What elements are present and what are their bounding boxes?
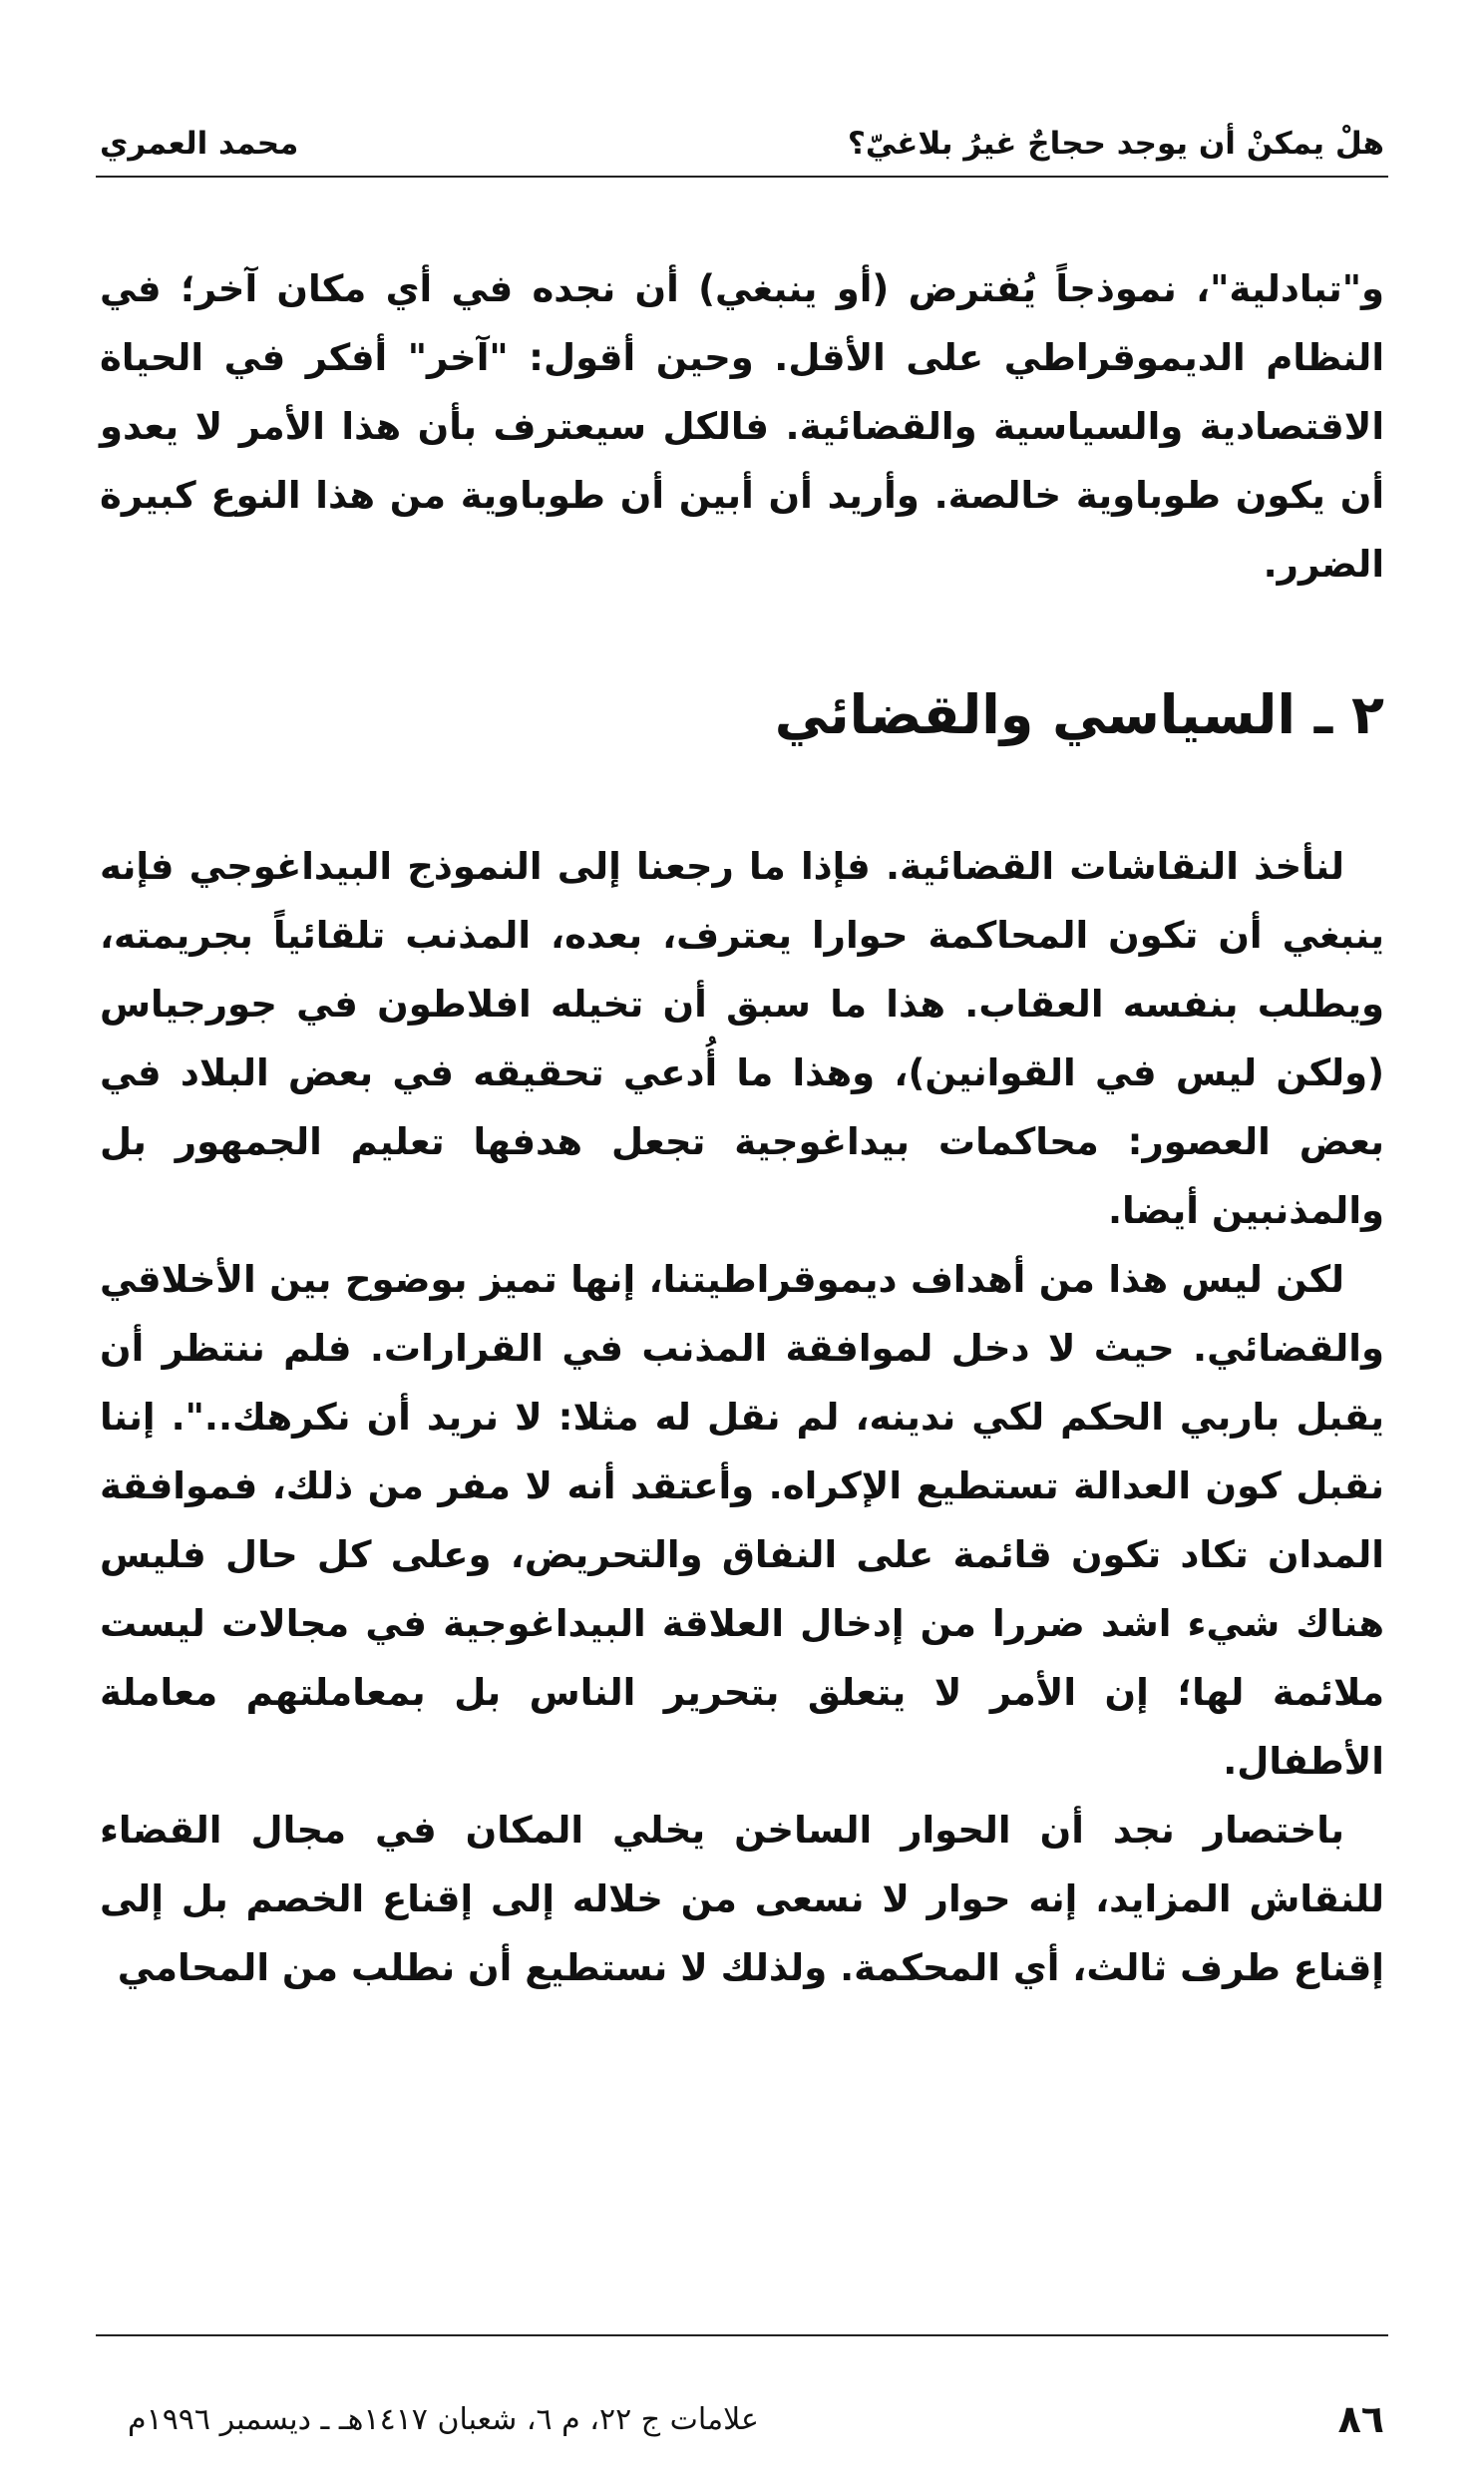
header-rule	[96, 176, 1388, 178]
footer-rule	[96, 2334, 1388, 2336]
paragraph-4: باختصار نجد أن الحوار الساخن يخلي المكان في مجال القضاء للنقاش المزايد، إنه حوار لا نسعى من خلاله إلى إقناع الخصم بل إلى إقناع طرف ثالث، أي المحكمة. ولذلك لا نستطيع أن نطلب من المحامي	[100, 1809, 1384, 1989]
journal-info: علامات ج ٢٢، م ٦، شعبان ١٤١٧هـ ـ ديسمبر ١٩٩٦م	[128, 2401, 759, 2437]
header-title: هلْ يمكنْ أن يوجد حجاجٌ غيرُ بلاغيّ؟	[847, 126, 1384, 162]
body-text	[100, 254, 1384, 2002]
paragraph-1: و"تبادلية"، نموذجاً يُفترض (أو ينبغي) أن نجده في أي مكان آخر؛ في النظام الديموقراطي على الأقل. وحين أقول: "آخر" أفكر في الحياة الاقتصادية والسياسية والقضائية. فالكل سيعترف بأن هذا الأمر لا يعدو أن يكون طوباوية خالصة. وأريد أن أبين أن طوباوية من هذا النوع كبيرة الضرر.	[100, 267, 1384, 586]
section-title: ٢ ـ السياسي والقضائي	[774, 683, 1384, 746]
page-footer	[100, 2389, 1384, 2449]
paragraph-2: لنأخذ النقاشات القضائية. فإذا ما رجعنا إلى النموذج البيداغوجي فإنه ينبغي أن تكون المحاكمة حوارا يعترف، بعده، المذنب تلقائياً بجريمته، ويطلب بنفسه العقاب. هذا ما سبق أن تخيله افلاطون في جورجياس (ولكن ليس في القوانين)، وهذا ما أُدعي تحقيقه في بعض البلاد في بعض العصور: محاكمات بيداغوجية تجعل هدفها تعليم الجمهور بل والمذنبين أيضا.	[100, 845, 1384, 1232]
header-author: محمد العمري	[100, 126, 299, 162]
running-header	[100, 118, 1384, 170]
paragraph-3: لكن ليس هذا من أهداف ديموقراطيتنا، إنها تميز بوضوح بين الأخلاقي والقضائي. حيث لا دخل لموافقة المذنب في القرارات. فلم ننتظر أن يقبل باربي الحكم لكي ندينه، لم نقل له مثلا: لا نريد أن نكرهك..". إننا نقبل كون العدالة تستطيع الإكراه. وأعتقد أنه لا مفر من ذلك، فموافقة المدان تكاد تكون قائمة على النفاق والتحريض، وعلى كل حال فليس هناك شيء اشد ضررا من إدخال العلاقة البيداغوجية في مجالات ليست ملائمة لها؛ إن الأمر لا يتعلق بتحرير الناس بل بمعاملتهم معاملة الأطفال.	[100, 1258, 1384, 1783]
page-number: ٨٦	[1337, 2397, 1384, 2441]
